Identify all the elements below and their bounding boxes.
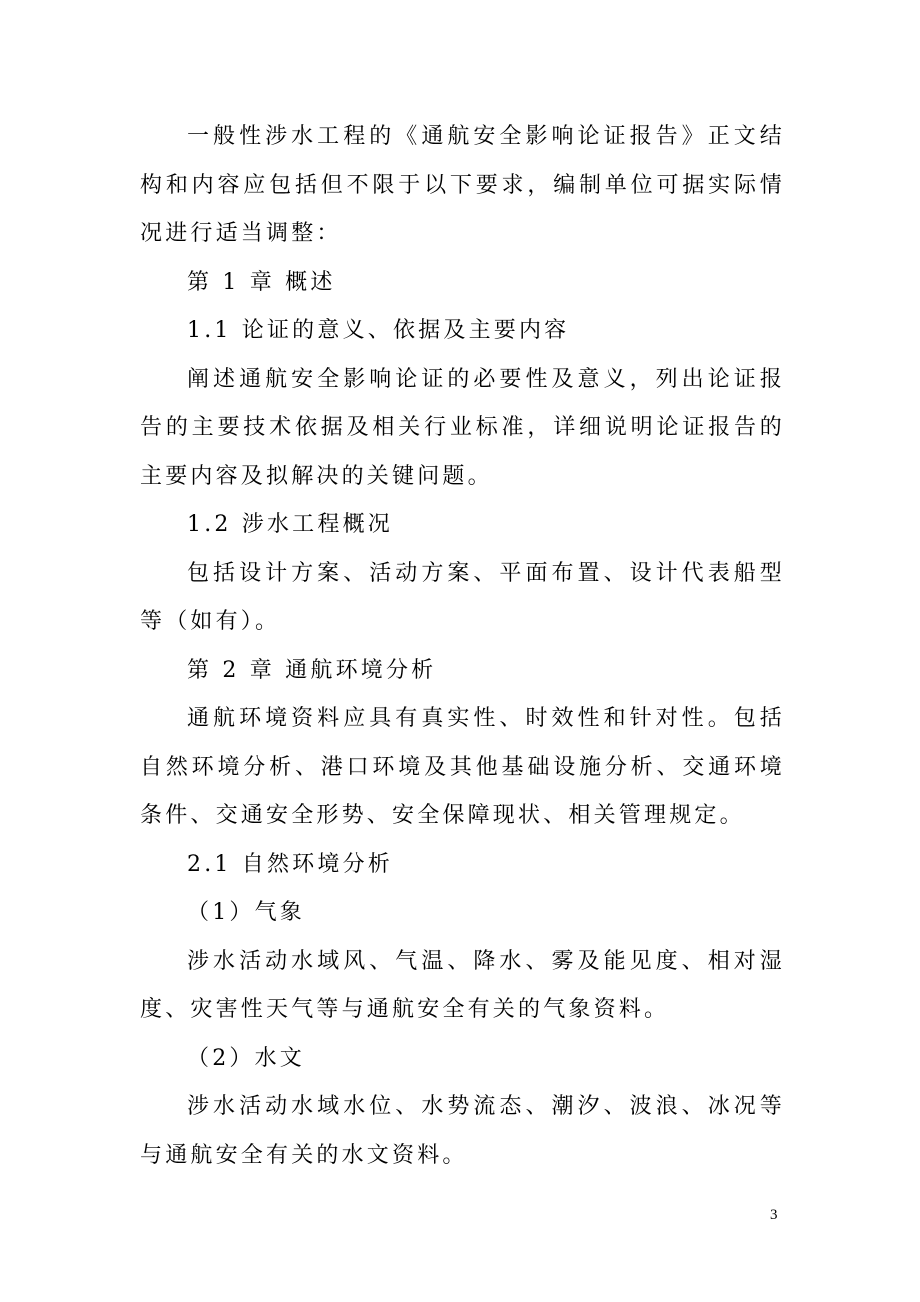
section-1-1-heading: 1.1 论证的意义、依据及主要内容 [187,318,570,343]
section-2-1-heading: 2.1 自然环境分析 [187,851,393,877]
document-body [140,113,785,1180]
subsection-meteorology-heading: （1）气象 [187,900,305,925]
chapter-2-heading: 第 2 章 通航环境分析 [187,657,437,683]
meteorology-paragraph: 涉水活动水域风、气温、降水、雾及能见度、相对湿度、灾害性天气等与通航安全有关的气象资料。 [140,948,785,1022]
page-number: 3 [770,1207,778,1223]
section-1-1-paragraph: 阐述通航安全影响论证的必要性及意义，列出论证报告的主要技术依据及相关行业标准，详细说明论证报告的主要内容及拟解决的关键问题。 [140,366,785,489]
chapter-2-paragraph: 通航环境资料应具有真实性、时效性和针对性。包括自然环境分析、港口环境及其他基础设施分析、交通环境条件、交通安全形势、安全保障现状、相关管理规定。 [140,706,785,828]
hydrology-paragraph: 涉水活动水域水位、水势流态、潮汐、波浪、冰况等与通航安全有关的水文资料。 [140,1094,785,1168]
section-1-2-paragraph: 包括设计方案、活动方案、平面布置、设计代表船型等（如有）。 [140,560,785,634]
intro-paragraph: 一般性涉水工程的《通航安全影响论证报告》正文结构和内容应包括但不限于以下要求，编制单位可据实际情况进行适当调整： [140,124,785,246]
subsection-hydrology-heading: （2）水文 [187,1045,305,1071]
section-1-2-heading: 1.2 涉水工程概况 [187,512,393,537]
chapter-1-heading: 第 1 章 概述 [187,269,336,295]
